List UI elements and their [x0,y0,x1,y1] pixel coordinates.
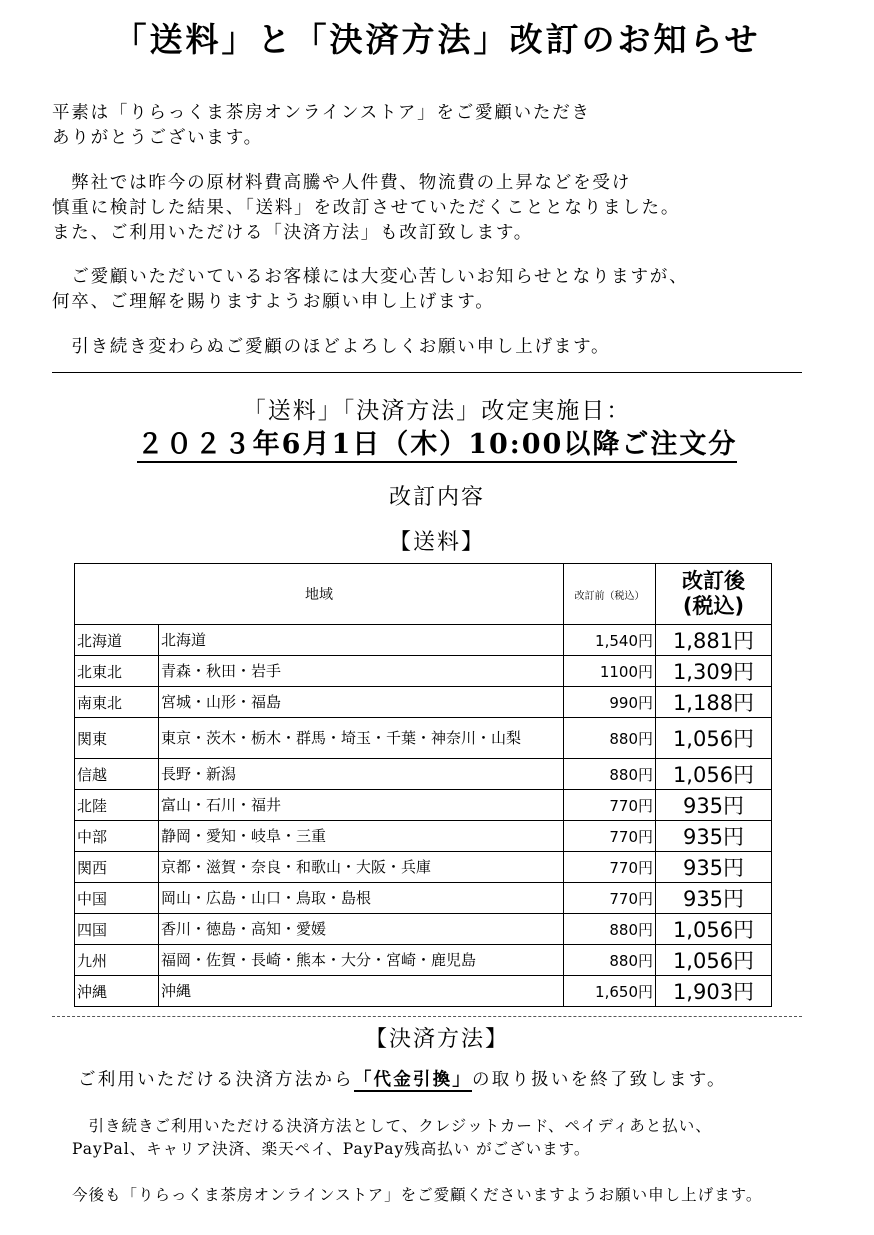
header-after [656,564,772,625]
cell-fee-before: 770円 [564,821,656,852]
payment-notice [78,1066,727,1091]
cell-area: 中国 [75,883,159,914]
table-row [75,790,772,821]
table-row [75,976,772,1007]
cell-fee-before: 880円 [564,718,656,759]
table-row [75,625,772,656]
cell-prefectures: 青森・秋田・岩手 [159,656,564,687]
table-row [75,656,772,687]
cell-fee-before: 880円 [564,945,656,976]
cell-fee-before: 770円 [564,790,656,821]
table-row [75,821,772,852]
cell-fee-before: 880円 [564,759,656,790]
header-after-line2: (税込) [682,594,745,618]
page-title: 「送料」と「決済方法」改訂のお知らせ [113,20,761,59]
intro-line: また、ご利用いただける「決済方法」も改訂致します。 [52,223,534,243]
intro-paragraph-2 [52,171,832,246]
cell-prefectures: 長野・新潟 [159,759,564,790]
cell-prefectures: 富山・石川・福井 [159,790,564,821]
intro-line: 平素は「りらっくま茶房オンラインストア」をご愛顧いただき [52,103,591,123]
intro-line: ご愛顧いただいているお客様には大変心苦しいお知らせとなりますが、 [52,267,689,287]
cell-fee-after: 1,056円 [656,759,772,790]
table-row [75,883,772,914]
shipping-fee-table [74,563,772,1007]
payment-notice-highlight: 「代金引換」 [353,1070,473,1090]
closing-line: 今後も「りらっくま茶房オンラインストア」をご愛顧くださいますようお願い申し上げます。 [72,1186,763,1204]
intro-paragraph-1 [52,101,832,151]
cell-fee-before: 770円 [564,852,656,883]
cell-area: 北東北 [75,656,159,687]
cell-fee-before: 1100円 [564,656,656,687]
cell-fee-after: 1,903円 [656,976,772,1007]
cell-prefectures: 京都・滋賀・奈良・和歌山・大阪・兵庫 [159,852,564,883]
cell-prefectures: 静岡・愛知・岐阜・三重 [159,821,564,852]
cell-fee-after: 1,188円 [656,687,772,718]
intro-paragraph-4 [52,335,832,360]
section-divider [52,372,802,373]
payment-notice-post: の取り扱いを終了致します。 [472,1070,727,1090]
cell-prefectures: 宮城・山形・福島 [159,687,564,718]
cell-fee-after: 1,056円 [656,945,772,976]
header-region: 地域 [75,564,564,625]
intro-paragraph-3 [52,265,832,315]
cell-area: 沖縄 [75,976,159,1007]
cell-fee-before: 1,540円 [564,625,656,656]
revision-heading: 改訂内容 [388,485,485,510]
dashed-divider [52,1016,802,1017]
table-header-row [75,564,772,625]
cell-fee-before: 1,650円 [564,976,656,1007]
cell-fee-after: 935円 [656,790,772,821]
cell-fee-before: 880円 [564,914,656,945]
cell-area: 九州 [75,945,159,976]
cell-area: 関西 [75,852,159,883]
intro-line: 慎重に検討した結果、「送料」を改訂させていただくこととなりました。 [52,198,681,218]
cell-prefectures: 東京・茨木・栃木・群馬・埼玉・千葉・神奈川・山梨 [159,718,564,759]
table-row [75,852,772,883]
cell-fee-after: 1,056円 [656,914,772,945]
header-after-line1: 改訂後 [682,569,745,593]
payment-heading: 【決済方法】 [364,1027,509,1052]
payment-line: PayPal、キャリア決済、楽天ペイ、PayPay残高払い がございます。 [72,1140,591,1158]
table-row [75,718,772,759]
shipping-heading: 【送料】 [388,530,485,555]
cell-area: 北陸 [75,790,159,821]
cell-fee-after: 935円 [656,883,772,914]
cell-fee-after: 1,056円 [656,718,772,759]
header-before: 改訂前（税込） [564,564,656,625]
cell-area: 中部 [75,821,159,852]
cell-prefectures: 岡山・広島・山口・鳥取・島根 [159,883,564,914]
cell-prefectures: 沖縄 [159,976,564,1007]
cell-fee-after: 935円 [656,852,772,883]
payment-line: 引き続きご利用いただける決済方法として、クレジットカード、ペイディあと払い、 [72,1117,712,1135]
implementation-date-text: ２０２３年6月1日（木）10:00以降ご注文分 [137,429,738,463]
cell-area: 信越 [75,759,159,790]
cell-area: 北海道 [75,625,159,656]
cell-fee-before: 770円 [564,883,656,914]
table-row [75,914,772,945]
cell-fee-after: 1,309円 [656,656,772,687]
cell-area: 四国 [75,914,159,945]
intro-line: ありがとうございます。 [52,128,263,148]
cell-prefectures: 北海道 [159,625,564,656]
payment-notice-pre: ご利用いただける決済方法から [78,1070,354,1090]
cell-area: 関東 [75,718,159,759]
cell-fee-after: 935円 [656,821,772,852]
cell-area: 南東北 [75,687,159,718]
cell-prefectures: 香川・徳島・高知・愛媛 [159,914,564,945]
intro-line: 何卒、ご理解を賜りますようお願い申し上げます。 [52,292,495,312]
table-row [75,945,772,976]
table-row [75,759,772,790]
payment-methods-paragraph [72,1115,712,1161]
intro-line: 弊社では昨今の原材料費高騰や人件費、物流費の上昇などを受け [52,173,631,193]
cell-fee-before: 990円 [564,687,656,718]
implementation-label: 「送料」「決済方法」改定実施日： [242,398,632,424]
cell-fee-after: 1,881円 [656,625,772,656]
implementation-date [0,422,874,461]
table-row [75,687,772,718]
intro-line: 引き続き変わらぬご愛顧のほどよろしくお願い申し上げます。 [52,337,611,357]
cell-prefectures: 福岡・佐賀・長崎・熊本・大分・宮崎・鹿児島 [159,945,564,976]
